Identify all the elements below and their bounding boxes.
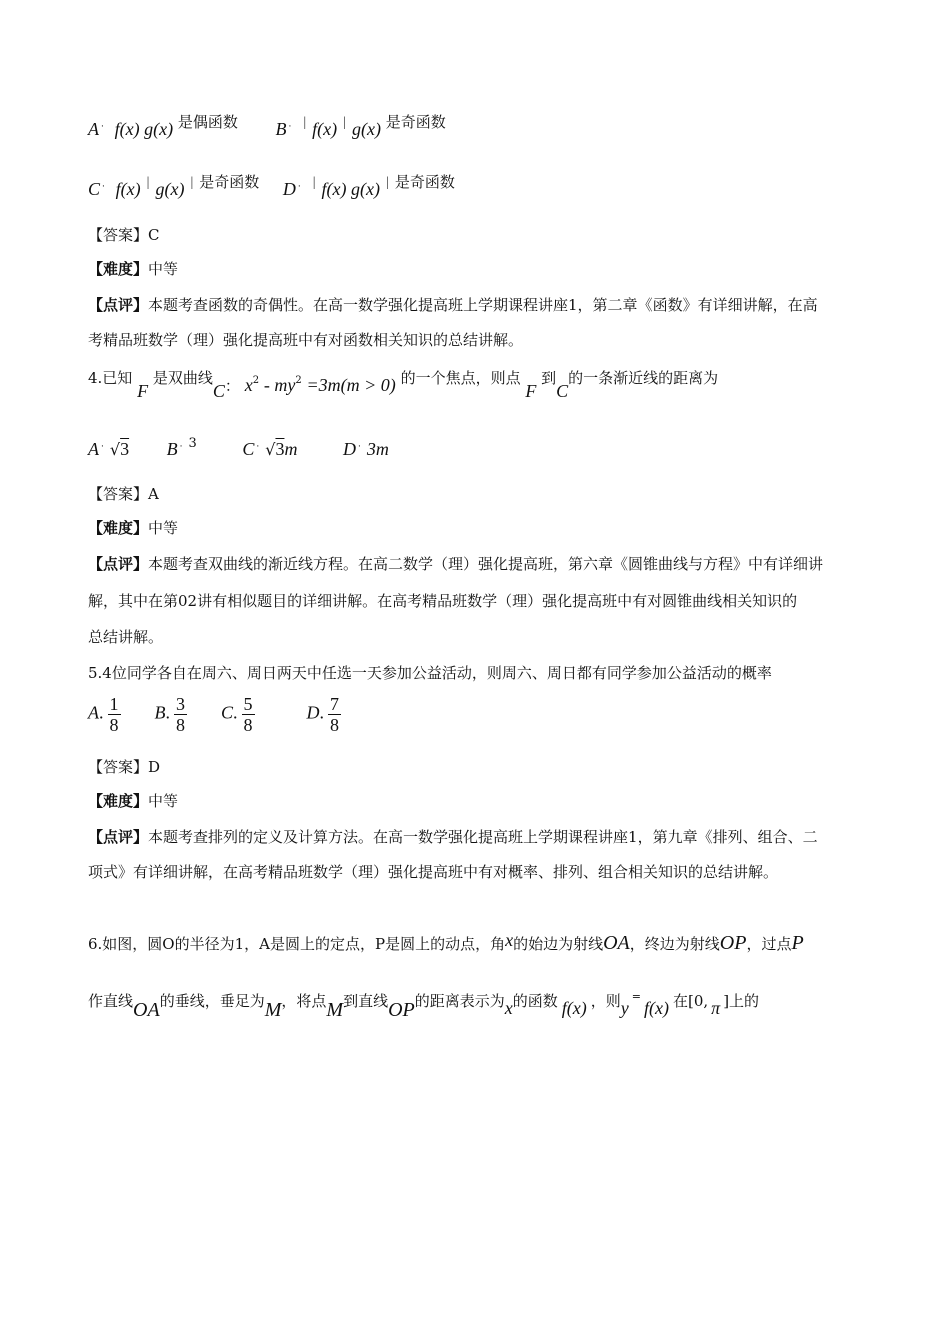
comment-text: 本题考查双曲线的渐近线方程。在高二数学（理）强化提高班，第六章《圆锥曲线与方程》中有详细讲 (148, 555, 824, 573)
q5-option-label: A (88, 702, 99, 723)
q4-stem (88, 368, 718, 401)
option-a-text: 是偶函数 (177, 113, 238, 131)
fraction-denominator: 8 (243, 715, 253, 735)
q6-text6: 的垂线，垂足为 (159, 992, 265, 1010)
q6-eq: = (631, 990, 641, 1003)
q4-eq-sup1: 2 (252, 375, 260, 386)
option-b-label: B (275, 119, 287, 139)
q6-text1: 6.如图，圆O的半径为1，A是圆上的定点，P是圆上的动点，角 (88, 935, 506, 953)
q4-comment-line2: 解，其中在第02讲有相似题目的详细讲解。在高考精品班数学（理）强化提高班中有对圆锥曲线相关知识的 (88, 592, 798, 610)
option-c-text: 是奇函数 (199, 173, 260, 191)
q4-text3: 到 (541, 369, 557, 387)
difficulty-label: 【难度】 (88, 260, 149, 278)
option-b-text: 是奇函数 (385, 113, 446, 131)
q6-fx2: f(x) (644, 998, 669, 1018)
q5-option-fraction (108, 694, 121, 735)
option-c-label: C (88, 179, 101, 199)
q6-x: x (505, 930, 514, 950)
q6-text12: 在[0, (672, 992, 709, 1010)
q4-prefix: 4.已知 (88, 369, 133, 387)
q5-option-label: C (221, 702, 234, 723)
q6-stem-line2 (88, 987, 759, 1020)
q5-options: A. $\frac{1}{8}$ B. $\frac{3}{8}$ C. $\frac{5}{8}$ D. $\frac{7}{8}$ (88, 694, 340, 735)
option-d-expr: f(x) g(x) (321, 179, 380, 199)
q3-options-row2: C · f(x) | g(x) | 是奇函数 D · | f(x) g(x) | 是奇函数 (88, 173, 455, 199)
q6-x2: x (504, 998, 513, 1018)
q5-option-fraction (328, 694, 341, 735)
q4-C: C (212, 381, 225, 401)
q6-text13: ]上的 (723, 992, 760, 1010)
q6-stem-line1 (88, 930, 804, 954)
q5-option-label: B (154, 702, 166, 723)
sqrt-icon: √ (109, 440, 121, 459)
option-d-text: 是奇函数 (394, 173, 455, 191)
q3-comment-line2: 考精品班数学（理）强化提高班中有对函数相关知识的总结讲解。 (88, 331, 524, 349)
q4-comment-line1 (88, 554, 823, 574)
q4-option-c-label: C (242, 439, 255, 459)
q6-P: P (791, 932, 804, 954)
q6-fx: f(x) (561, 998, 587, 1018)
q6-M: M (264, 999, 282, 1021)
q4-eq-sup2: 2 (295, 375, 302, 386)
q5-comment-line1 (88, 827, 818, 847)
fraction-numerator: 5 (243, 694, 253, 714)
comment-label: 【点评】 (88, 828, 149, 846)
comment-label: 【点评】 (88, 296, 149, 314)
fraction-denominator: 8 (330, 715, 340, 735)
fraction-numerator: 7 (330, 694, 340, 714)
q4-answer: 【答案】A (88, 485, 159, 503)
difficulty-value: 中等 (148, 792, 179, 810)
q6-OP: OP (719, 932, 747, 954)
difficulty-label: 【难度】 (88, 792, 149, 810)
q6-y: y (620, 998, 629, 1018)
q6-pi: π (711, 998, 721, 1018)
q4-option-d-label: D (343, 439, 357, 459)
q6-OA2: OA (133, 999, 160, 1021)
q4-comment-line3: 总结讲解。 (88, 628, 164, 646)
q4-option-b-label: B (166, 439, 178, 459)
q4-colon: ： (224, 377, 240, 395)
q6-OA: OA (603, 932, 630, 954)
q6-text2: 的始边为射线 (513, 935, 604, 953)
q3-comment-line1 (88, 295, 818, 315)
difficulty-value: 中等 (148, 519, 179, 537)
q4-eq-x: x (244, 375, 253, 395)
q4-option-b-val: 3 (188, 436, 197, 451)
q5-comment-line2: 项式》有详细讲解，在高考精品班数学（理）强化提高班中有对概率、排列、组合相关知识的总结讲解。 (88, 863, 779, 881)
difficulty-value: 中等 (148, 260, 179, 278)
fraction-denominator: 8 (176, 715, 185, 735)
q4-option-d-val: 3m (366, 439, 389, 459)
q4-eq-rhs: =3m(m > 0) (306, 375, 396, 395)
q4-F: F (137, 381, 149, 401)
q3-options-row1: A · f(x) g(x) 是偶函数 B · | f(x) | g(x) 是奇函数 (88, 113, 446, 139)
comment-text: 本题考查排列的定义及计算方法。在高一数学强化提高班上学期课程讲座1，第九章《排列、组合、二 (148, 828, 818, 846)
option-c-g: g(x) (155, 179, 185, 199)
option-c-f: f(x) (115, 179, 141, 199)
q6-text4: ，过点 (746, 935, 792, 953)
q6-text8: 到直线 (343, 992, 389, 1010)
q3-difficulty (88, 259, 178, 279)
fraction-numerator: 1 (109, 694, 119, 714)
q4-text4: 的一条渐近线的距离为 (568, 369, 719, 387)
option-b-f: f(x) (312, 119, 338, 139)
q4-option-a-val: 3 (120, 439, 130, 459)
q4-difficulty (88, 518, 178, 538)
option-d-label: D (282, 179, 296, 199)
q6-M2: M (326, 999, 344, 1021)
q6-text9: 的距离表示为 (414, 992, 505, 1010)
q4-text1: 是双曲线 (152, 369, 213, 387)
option-a-expr: f(x) g(x) (114, 119, 174, 139)
q5-option-label: D (306, 702, 320, 723)
sqrt-icon: √ (265, 440, 276, 459)
q6-text7: ，将点 (281, 992, 327, 1010)
comment-text: 本题考查函数的奇偶性。在高一数学强化提高班上学期课程讲座1，第二章《函数》有详细讲解，在高 (148, 296, 818, 314)
q5-answer: 【答案】D (88, 758, 161, 776)
q6-OP2: OP (388, 999, 415, 1021)
option-b-g: g(x) (351, 119, 381, 139)
q6-text3: ，终边为射线 (629, 935, 720, 953)
q5-option-fraction (174, 694, 187, 735)
fraction-numerator: 3 (176, 694, 185, 714)
q4-option-c-m: m (284, 439, 298, 459)
q6-text10: 的函数 (512, 992, 558, 1010)
q4-options: A · √3 B · 3 C · √3m D · 3m (88, 436, 389, 459)
q4-option-a-label: A (88, 439, 99, 459)
q5-option-fraction (242, 694, 255, 735)
q4-F2: F (525, 381, 537, 401)
q4-option-c-val: 3 (275, 439, 285, 459)
q6-text5: 作直线 (88, 992, 134, 1010)
fraction-denominator: 8 (109, 715, 119, 735)
difficulty-label: 【难度】 (88, 519, 149, 537)
q4-text2: 的一个焦点，则点 (400, 369, 521, 387)
q3-answer: 【答案】C (88, 226, 160, 244)
comment-label: 【点评】 (88, 555, 149, 573)
q5-difficulty (88, 791, 178, 811)
q6-text11: ，则 (590, 992, 621, 1010)
q4-C2: C (556, 381, 569, 401)
q4-eq-my: - my (263, 375, 296, 395)
option-a-label: A (88, 119, 99, 139)
q5-stem: 5.4位同学各自在周六、周日两天中任选一天参加公益活动，则周六、周日都有同学参加公益活动的概率 (88, 664, 772, 682)
